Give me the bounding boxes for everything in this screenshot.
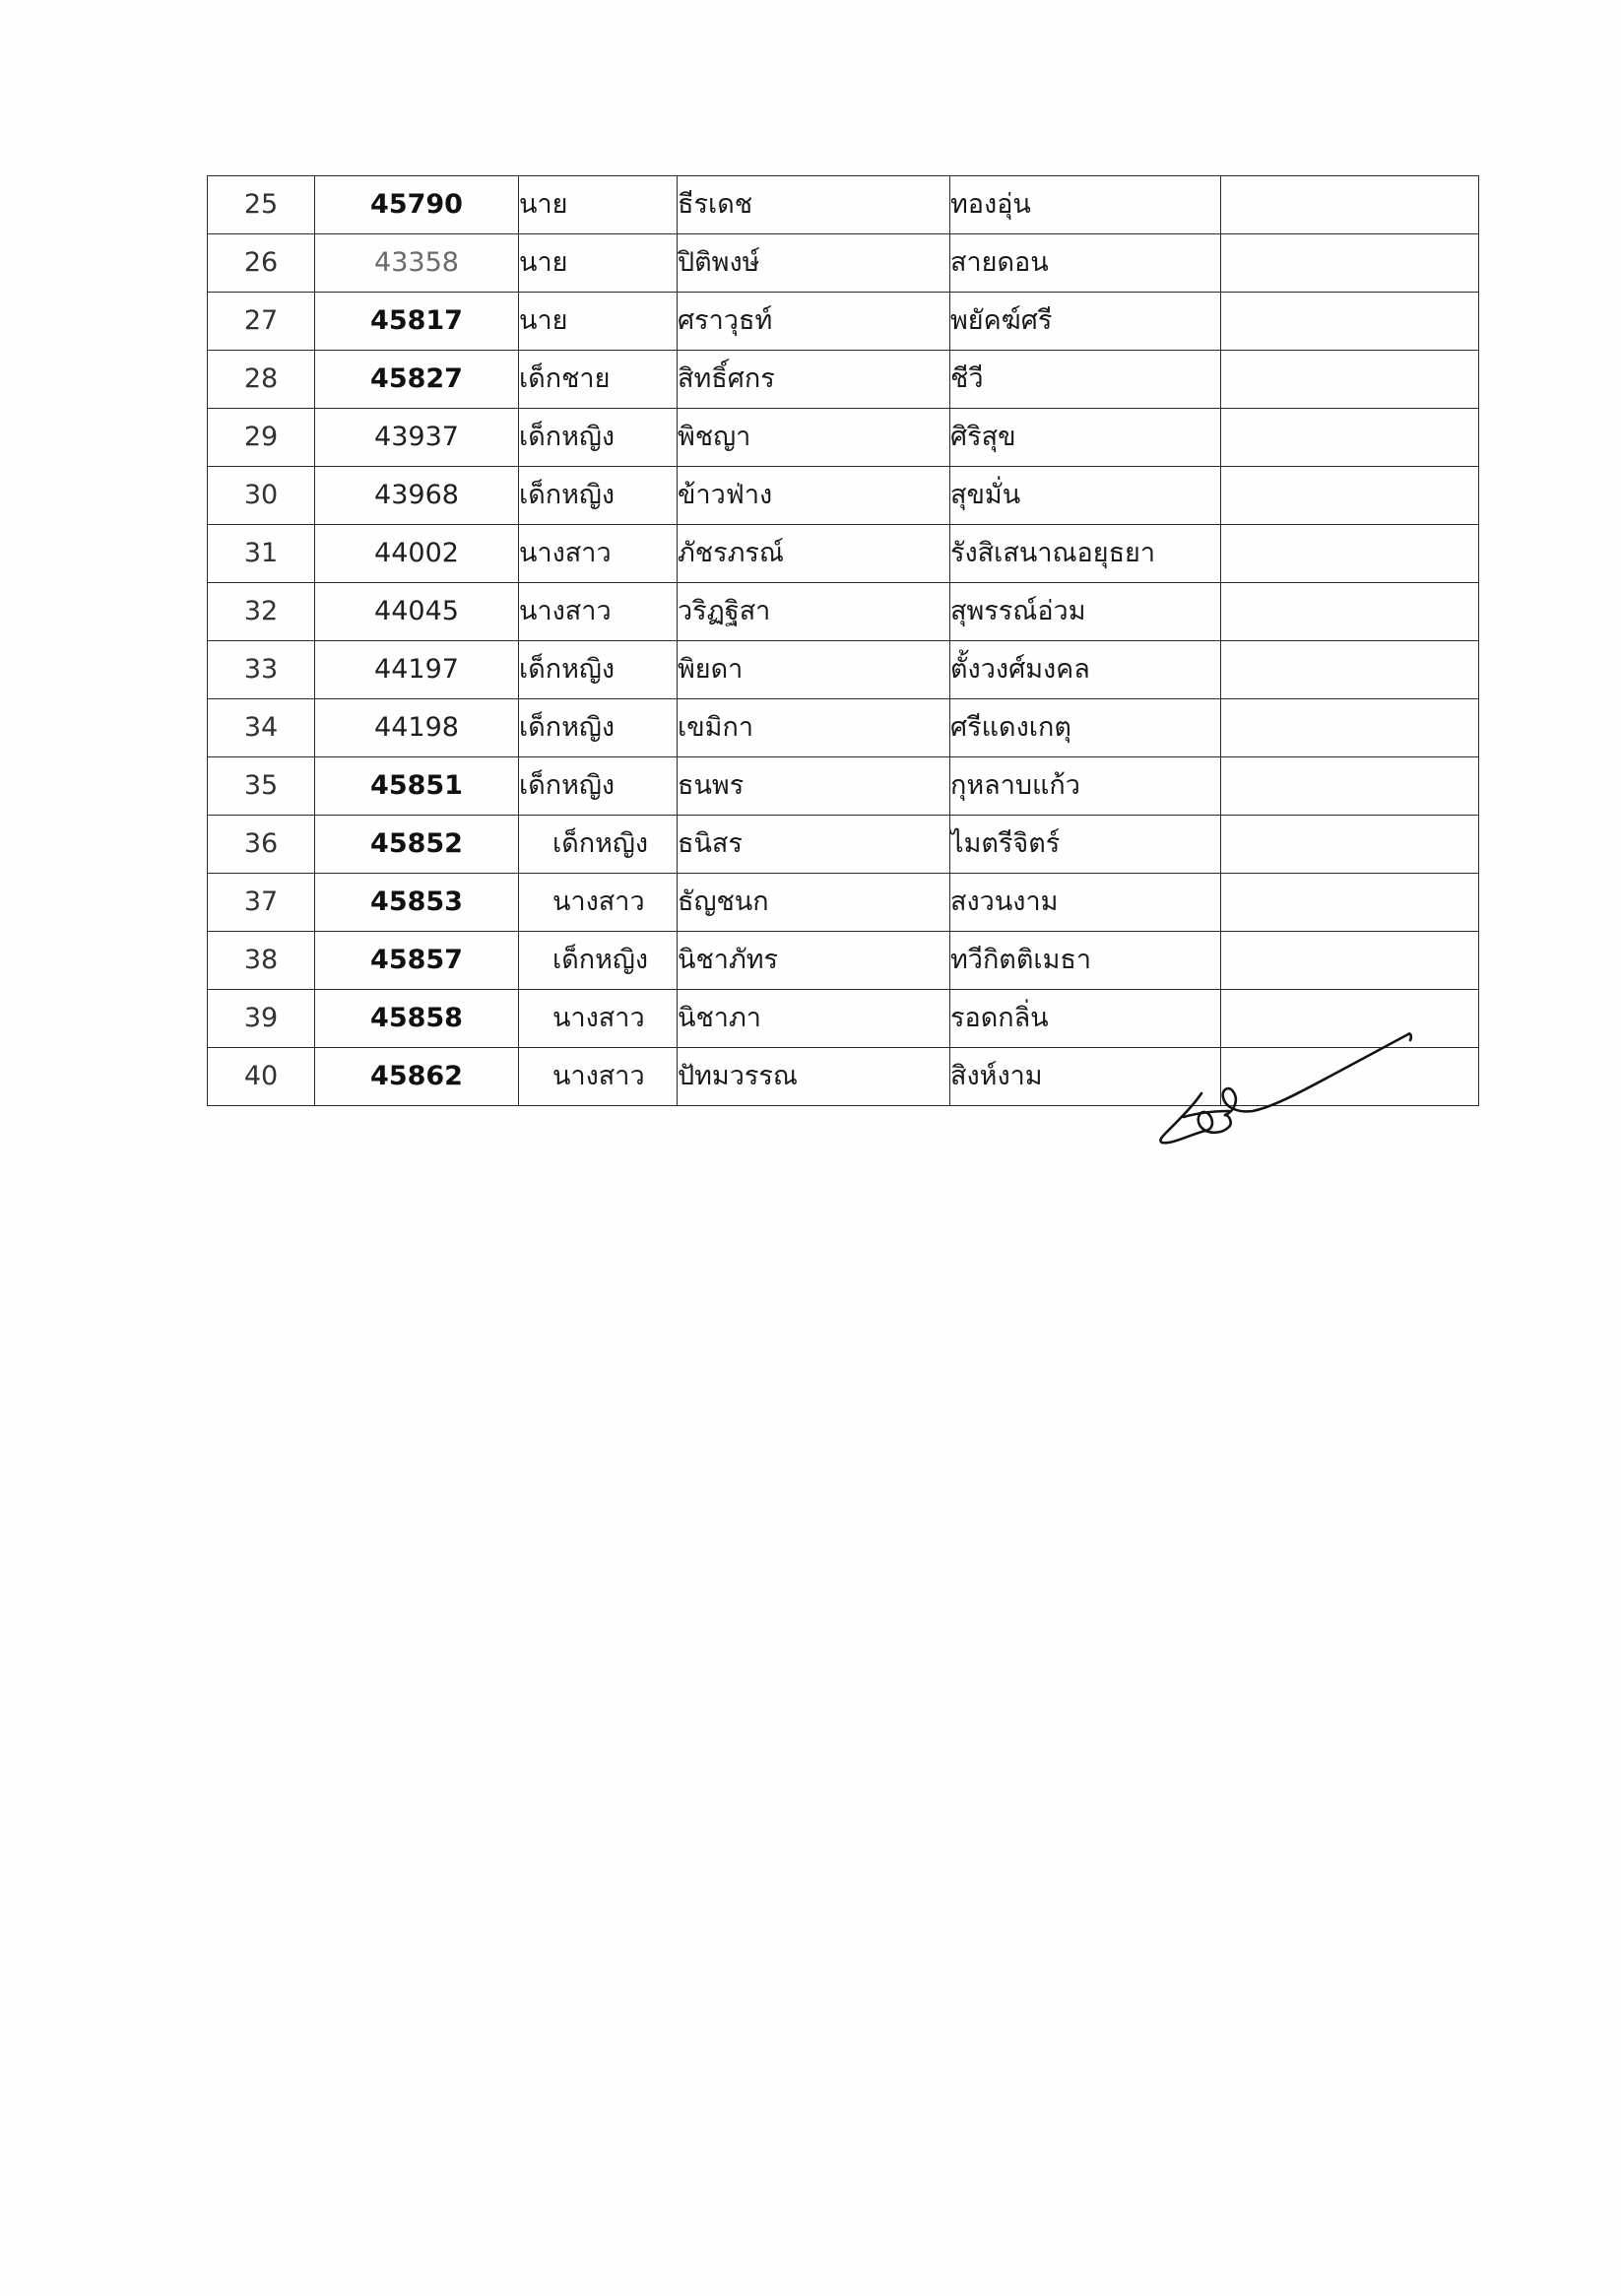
roster-body xyxy=(208,176,1479,1106)
remarks-cell xyxy=(1221,757,1479,816)
first-name-cell: นิชาภา xyxy=(678,990,950,1048)
student-id-cell: 45827 xyxy=(315,351,519,409)
name-prefix-cell: นางสาว xyxy=(519,583,678,641)
table-row xyxy=(208,583,1479,641)
remarks-cell xyxy=(1221,351,1479,409)
signature-strokes xyxy=(1160,1033,1410,1143)
remarks-cell xyxy=(1221,176,1479,234)
table-row xyxy=(208,932,1479,990)
row-number-cell: 25 xyxy=(208,176,315,234)
student-id-cell: 45862 xyxy=(315,1048,519,1106)
row-number-cell: 39 xyxy=(208,990,315,1048)
last-name-cell: รังสิเสนาณอยุธยา xyxy=(950,525,1221,583)
row-number-cell: 35 xyxy=(208,757,315,816)
name-prefix-cell: นางสาว xyxy=(519,1048,678,1106)
first-name-cell: ศราวุธท์ xyxy=(678,293,950,351)
student-id-cell: 45853 xyxy=(315,874,519,932)
student-id-cell: 45851 xyxy=(315,757,519,816)
table-row xyxy=(208,816,1479,874)
table-row xyxy=(208,234,1479,293)
first-name-cell: ธนพร xyxy=(678,757,950,816)
row-number-cell: 30 xyxy=(208,467,315,525)
table-row xyxy=(208,525,1479,583)
name-prefix-cell: เด็กหญิง xyxy=(519,816,678,874)
student-id-cell: 45817 xyxy=(315,293,519,351)
student-id-cell: 44198 xyxy=(315,699,519,757)
remarks-cell xyxy=(1221,583,1479,641)
row-number-cell: 38 xyxy=(208,932,315,990)
remarks-cell xyxy=(1221,816,1479,874)
name-prefix-cell: เด็กหญิง xyxy=(519,757,678,816)
last-name-cell: ศิริสุข xyxy=(950,409,1221,467)
name-prefix-cell: เด็กหญิง xyxy=(519,409,678,467)
last-name-cell: ชีวี xyxy=(950,351,1221,409)
student-id-cell: 45857 xyxy=(315,932,519,990)
last-name-cell: สายดอน xyxy=(950,234,1221,293)
last-name-cell: ไมตรีจิตร์ xyxy=(950,816,1221,874)
remarks-cell xyxy=(1221,932,1479,990)
last-name-cell: สุพรรณ์อ่วม xyxy=(950,583,1221,641)
first-name-cell: ธนิสร xyxy=(678,816,950,874)
first-name-cell: สิทธิ์ศกร xyxy=(678,351,950,409)
table-row xyxy=(208,641,1479,699)
row-number-cell: 31 xyxy=(208,525,315,583)
name-prefix-cell: นางสาว xyxy=(519,990,678,1048)
last-name-cell: สุขมั่น xyxy=(950,467,1221,525)
first-name-cell: พิชญา xyxy=(678,409,950,467)
last-name-cell: ตั้งวงศ์มงคล xyxy=(950,641,1221,699)
row-number-cell: 29 xyxy=(208,409,315,467)
student-id-cell: 43968 xyxy=(315,467,519,525)
name-prefix-cell: นาย xyxy=(519,293,678,351)
name-prefix-cell: นางสาว xyxy=(519,874,678,932)
last-name-cell: พยัคฆ์ศรี xyxy=(950,293,1221,351)
name-prefix-cell: เด็กหญิง xyxy=(519,932,678,990)
table-row xyxy=(208,409,1479,467)
first-name-cell: เขมิกา xyxy=(678,699,950,757)
table-row xyxy=(208,351,1479,409)
last-name-cell: ศรีแดงเกตุ xyxy=(950,699,1221,757)
student-id-cell: 44197 xyxy=(315,641,519,699)
name-prefix-cell: นาย xyxy=(519,234,678,293)
last-name-cell: รอดกลิ่น xyxy=(950,990,1221,1048)
remarks-cell xyxy=(1221,293,1479,351)
first-name-cell: ข้าวฟ่าง xyxy=(678,467,950,525)
name-prefix-cell: เด็กหญิง xyxy=(519,467,678,525)
handwritten-signature xyxy=(1150,1020,1426,1178)
last-name-cell: สิงห์งาม xyxy=(950,1048,1221,1106)
table-row xyxy=(208,467,1479,525)
remarks-cell xyxy=(1221,641,1479,699)
table-row xyxy=(208,699,1479,757)
student-id-cell: 44045 xyxy=(315,583,519,641)
remarks-cell xyxy=(1221,234,1479,293)
remarks-cell xyxy=(1221,699,1479,757)
row-number-cell: 33 xyxy=(208,641,315,699)
remarks-cell xyxy=(1221,409,1479,467)
last-name-cell: ทวีกิตติเมธา xyxy=(950,932,1221,990)
table-row xyxy=(208,293,1479,351)
row-number-cell: 37 xyxy=(208,874,315,932)
name-prefix-cell: เด็กหญิง xyxy=(519,699,678,757)
student-roster-table xyxy=(207,175,1479,1106)
table-row xyxy=(208,176,1479,234)
name-prefix-cell: เด็กหญิง xyxy=(519,641,678,699)
row-number-cell: 34 xyxy=(208,699,315,757)
student-id-cell: 43358 xyxy=(315,234,519,293)
row-number-cell: 36 xyxy=(208,816,315,874)
first-name-cell: วริฏฐิสา xyxy=(678,583,950,641)
last-name-cell: ทองอุ่น xyxy=(950,176,1221,234)
first-name-cell: นิชาภัทร xyxy=(678,932,950,990)
last-name-cell: กุหลาบแก้ว xyxy=(950,757,1221,816)
last-name-cell: สงวนงาม xyxy=(950,874,1221,932)
student-id-cell: 44002 xyxy=(315,525,519,583)
first-name-cell: ปัทมวรรณ xyxy=(678,1048,950,1106)
remarks-cell xyxy=(1221,874,1479,932)
remarks-cell xyxy=(1221,467,1479,525)
table-row xyxy=(208,874,1479,932)
name-prefix-cell: นางสาว xyxy=(519,525,678,583)
name-prefix-cell: นาย xyxy=(519,176,678,234)
first-name-cell: ธีรเดช xyxy=(678,176,950,234)
row-number-cell: 32 xyxy=(208,583,315,641)
first-name-cell: พิยดา xyxy=(678,641,950,699)
row-number-cell: 26 xyxy=(208,234,315,293)
row-number-cell: 40 xyxy=(208,1048,315,1106)
student-id-cell: 45790 xyxy=(315,176,519,234)
row-number-cell: 27 xyxy=(208,293,315,351)
first-name-cell: ปิติพงษ์ xyxy=(678,234,950,293)
row-number-cell: 28 xyxy=(208,351,315,409)
student-id-cell: 45852 xyxy=(315,816,519,874)
student-id-cell: 43937 xyxy=(315,409,519,467)
name-prefix-cell: เด็กชาย xyxy=(519,351,678,409)
first-name-cell: ธัญชนก xyxy=(678,874,950,932)
student-id-cell: 45858 xyxy=(315,990,519,1048)
first-name-cell: ภัชรภรณ์ xyxy=(678,525,950,583)
remarks-cell xyxy=(1221,525,1479,583)
table-row xyxy=(208,757,1479,816)
